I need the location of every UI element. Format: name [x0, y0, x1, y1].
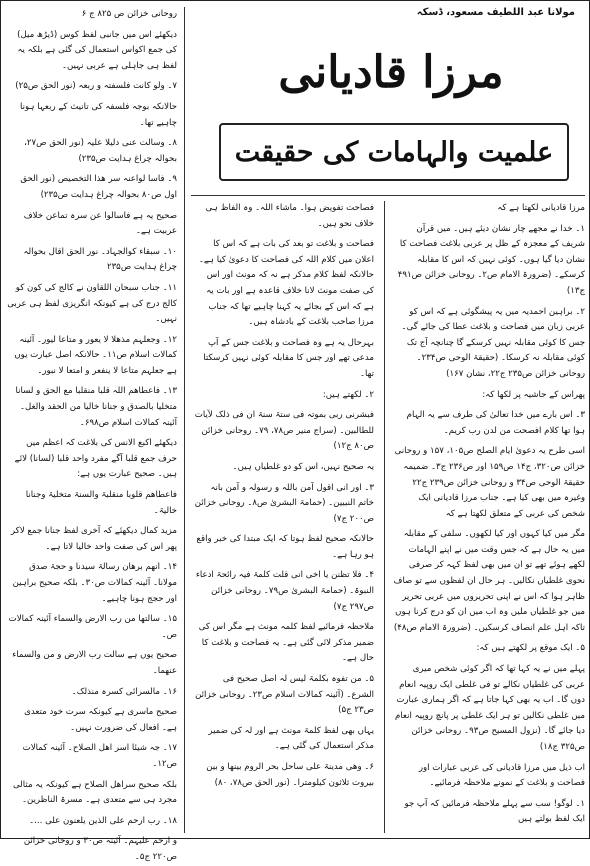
paragraph: روحانی خزائن ص ۸۲۵ ج ۶: [81, 9, 177, 19]
paragraph: ۱۶۔ مالسرائی کسرہ منذلک۔: [71, 686, 177, 697]
paragraph: اب ذیل میں مرزا قادیانی کی عربی عبارات اور فصاحت و بلاغت کے نمونے ملاحظہ فرمائیے۔: [418, 762, 585, 789]
paragraph: حالانکہ صحیح لفظ ہوتا کہ ایک مبتدا کی خبر واقع ہو رہا ہے۔: [196, 534, 374, 560]
paragraph: ۵۔ ایک موقع پر لکھتے ہیں کہ:: [476, 643, 585, 654]
paragraph: اسی طرح یہ دعویٰ ایام الصلح ص۱۰۵، ۱۵۷ و روحانی خزائن ص۳۲۰، ج۱۴ ص۱۵۹ اور ص۲۳۶ ج۳۔ ضمیمہ حقیقۃ الوحی ص۳۴ و روحانی خزائن ص۲۳۹ ج۲۲ وغیرہ میں بھی کیا ہے۔ جناب مرزا قادیانی ایک شخص کی عربی کے متعلق لکھتا ہے کہ: [394, 446, 585, 519]
text-column-middle: [194, 201, 374, 833]
paragraph: صحیح یوں ہے سالت رب الارض و من والسماء عنھما۔: [12, 650, 177, 676]
column-divider-right: [384, 201, 385, 833]
paragraph: بہرحال یہ ہے وہ فصاحت و بلاغت جس کے آپ مدعی تھے اور جس کا مقابلہ کوئی نہیں کرسکتا تھا۔: [203, 337, 374, 379]
paragraph: ۱۳۔ فاعطاھم اللہ قلبا منقلبا مع الحق و لسانا متخلیا بالصدق و جنانا خالیا من الحقد والغل۔ آئینہ کمالات اسلام ص۶۹۸۔: [15, 386, 177, 428]
paragraph: ۱۰۔ سبقاء کوالجہاد۔ نور الحق اقال بحوالہ چراغ ہدایت ص۲۳۵: [23, 246, 177, 273]
paragraph: ۱۵۔ سالتھا من رب الارض والسماء آئینہ کمالات ص۔: [8, 614, 177, 640]
paragraph: ۴۔ فلا تظنن یا اخی انی قلت کلمۃ فیہ رائحۃ ادعاء النبوۃ۔ (حمامۃ البشریٰ ص۷۹۔ روحانی خزائن ص۲۹۷ ج۷): [195, 570, 374, 612]
paragraph: یہ صحیح نہیں، اس کو دو غلطیاں ہیں۔: [232, 461, 374, 472]
paragraph: پھراس کے حاشیہ پر لکھا کہ:: [482, 389, 585, 400]
paragraph: ۱۱۔ جناب سبحان اللقاون نے کالج کی کون کو کالج درج کی ہے کیونکہ انگریزی لفظ ہی عربی نہیں۔: [7, 282, 177, 325]
paragraph: پہلے میں نے یہ کہا تھا کہ اگر کوئی شخص میری عربی کی غلطیاں نکالے تو فی غلطی ایک روپیہ انعام دوں گا۔ اب یہ بھی کہا جاتا ہے کہ اگر ہماری عبارت میں غلطی نکالیں تو ہر ایک غلطی پر پانچ روپیہ انعام دیا جائے گا۔ (نزول المسیح ص۹۳۔ روحانی خزائن ص۳۲۵ ج۱۸): [394, 664, 585, 752]
paragraph: ۳۔ اور انی اقول آمن باللہ و رسولہ و آمن بانہ خاتم النبیین۔ (حمامۃ البشریٰ ص۸۔ روحانی خزائن ص۲۰۰ ج۷): [194, 482, 374, 524]
paragraph: ۱۔ لوگو! سب سے پہلے ملاحظہ فرمائیں کہ آپ جو ایک لفظ بولتے ہیں: [404, 798, 585, 825]
paragraph: مگر میں کیا کہوں اور کیا لکھوں۔ سلفی کے مقابلہ میں یہ حال ہے کہ جس وقت میں نے اپنے الہامات لکھے ہوئے تھے تو ان میں بھی لفظ کہہ کر صرفی نحوی غلطیاں نکالیں۔ ہر حال ان لفظوں سے تو صاف ظاہر ہوا کہ اس نے اپنی تحریروں میں عربی تحریر میں جو غلطیاں ملیں وہ اب میں ان کو درج کرنا ہوں تاکہ اہل علم انصاف کرسکیں۔ (ضرورۃ الامام ص۴۸): [393, 529, 585, 633]
paragraph: ۱۲۔ وجعلہم مذھلا لا یعور و متاعا لیور۔ آئینہ کمالات اسلام ص۱۱۔ حالانکہ اصل عبارت یوں ہے جعلہم متاعا لا ینفعر و امتعا لا نبور۔: [14, 334, 177, 376]
paragraph: ملاحظہ فرمائیے لفظ کلمہ مونث ہے مگر اس کی ضمیر مذکر لائی گئی ہے۔ یہ فصاحت و بلاغت کا حال ہے۔: [198, 622, 374, 664]
text-column-left: [7, 7, 177, 862]
paragraph: ۱۸۔ رب ارحم علی الذین یلعنون علی ...۔: [29, 815, 177, 826]
paragraph: دیکھئے اس میں جانبی لفظ کوس (ڈیڑھ میل) کی جمع اکواس استعمال کی گئی ہے بلکہ یہ لفظ ہی جاہلی ہے عربی نہیں۔: [17, 29, 177, 71]
paragraph: صحیح یہ ہے فاسالوا عن سرہ تماعن خلاف عربیت ہے۔: [23, 210, 177, 237]
author-byline: مولانا عبد اللطیف مسعود، ڈسکہ: [416, 7, 575, 18]
paragraph: ۱۷۔ جہ شیئا اسر اھل الصلاح۔ آئینہ کمالات ص۱۲۔: [22, 743, 177, 769]
column-divider-left: [184, 7, 185, 833]
paragraph: ۵۔ من تفوہ بکلمۃ لیس لہ اصل صحیح فی الشرع۔ (آئینہ کمالات اسلام ص۲۳۔ روحانی خزائن ص۲۳ ج۵): [195, 674, 374, 716]
paragraph: ۷۔ ولو کانت فلسفتہ و ربعہ (نور الحق ص۲۵): [15, 81, 177, 92]
paragraph: یہاں بھی لفظ کلمۃ مونث ہے اور لہ کی ضمیر مذکر استعمال کی گئی ہے۔: [208, 725, 374, 752]
paragraph: فبشرنی ربی بموتہ فی ستۃ سنۃ ان فی ذلک لآیات للطالبین۔ (سراج منیر ص۷۸، ۷۹۔ روحانی خزائن ص۸۰ ج۱۲): [194, 410, 374, 452]
paragraph: فصاحت تفویض ہوا۔ ماشاء اللہ۔ وہ الفاظ ہی خلاف نحو ہیں۔: [205, 203, 374, 229]
paragraph: دیکھئے اکبع الانس کی بلاغت کہ اعظم میں حرف جمع قلبا آگے مفرد واحد قلبا (لسانا) لائے ہیں۔ صحیح عبارت یوں ہے:: [14, 438, 177, 480]
paragraph: مرزا قادیانی لکھتا ہے کہ: [497, 203, 585, 213]
text-column-right: [393, 201, 585, 833]
paragraph: حالانکہ بوجہ فلسفہ کی تانیث کے ربعہا ہونا چاہیے تھا۔: [20, 101, 177, 128]
paragraph: ۲۔ لکھتے ہیں:: [322, 389, 374, 400]
paragraph: ۱۴۔ انھم برھان رسالۃ سیدنا و حجۃ صدق مولانا۔ آئینہ کمالات ص۳۰۔ بلکہ صحیح براہین اور حجج ہونا چاہیے۔: [12, 562, 177, 604]
paragraph: فصاحت و بلاغت تو بعد کی بات ہے کہ اس کا اعلان میں کلام اللہ کی فصاحت کا دعویٰ کیا ہے۔ حالانکہ لفظ کلام مذکر ہے نہ کہ مونث اور اس کی صفت مونث لانا خلاف قاعدہ ہے اور بات یہ ہے کہ اس کے بجائے یہ کہنا چاہیے تھا کہ جناب مرزا صاحب بلاغت کے بادشاہ ہیں۔: [198, 239, 374, 328]
article-title: مرزا قادیانی: [278, 46, 504, 98]
paragraph: صحیح ماسری ہے کیونکہ سرت خود متعدی ہے۔ افعال کی ضرورت نہیں۔: [24, 707, 177, 733]
paragraph: و ارحم علیہم۔ آئینہ ص۳۰ و روحانی خزائن ص۲۲۰ ج۵۔: [23, 836, 177, 862]
paragraph: ۲۔ براہین احمدیہ میں یہ پیشگوئی ہے کہ اس کو عربی زبان میں فصاحت و بلاغت عطا کی جائے گی۔ جس کا کوئی مقابلہ نہیں کرسکے گا چنانچہ آج تک کوئی مقابلہ نہ کرسکا۔ (حقیقۃ الوحی ص۲۳۴۔ روحانی خزائن ص۲۳۵ ج۲۲، نشان ۱۶۷): [401, 306, 585, 379]
paragraph: بلکہ صحیح سراھل الصلاح ہے کیونکہ یہ مثالی مجرد ہی سے متعدی ہے۔ مسرۃ الناظرین۔: [12, 779, 177, 806]
paragraph: مزید کمال دیکھئے کہ آخری لفظ جنانا جمع لاکر پھر اس کی صفت واحد خالیا لاتا ہے۔: [10, 526, 177, 552]
paragraph: ۱۔ خدا نے مجھے چار نشان دیئے ہیں۔ میں قرآن شریف کے معجزہ کے ظل پر عربی بلاغت فصاحت کا نشان دیا گیا ہوں۔ کوئی نہیں کہ اس کا مقابلہ کرسکے۔ (ضرورۃ الامام ص۲۔ روحانی خزائن ص۴۹۱ ج۱۳): [397, 223, 585, 296]
paragraph: ۸۔ وسالت عنی دلیلا علیہ (نور الحق ص۲۷، بحوالہ چراغ ہدایت ص۲۳۵): [24, 138, 177, 164]
article-subtitle: علمیت والہامات کی حقیقت: [219, 123, 569, 181]
paragraph: ۶۔ وھی مدینۃ علی ساحل بحر الروم بینھا و بین بیروت ثلاثون کیلومترا۔ (نور الحق ص۷۸، ۸۰): [206, 762, 374, 788]
paragraph: ۹۔ فاسا لواعنہ سر ھذا التخصیص (نور الحق اول ص۸۰ بحوالہ چراغ ہدایت ص۲۳۵): [20, 174, 177, 200]
paragraph: ۳۔ اس بارے میں خدا تعالیٰ کی طرف سے یہ الہام ہوا تھا کلام افصحت من لدن رب کریم۔: [406, 410, 585, 436]
paragraph: فاعطاھم قلوبا منقلبۃ والسنۃ متخلیۃ وجنانا خالیۃ۔: [25, 490, 177, 516]
header-divider: [191, 195, 585, 196]
